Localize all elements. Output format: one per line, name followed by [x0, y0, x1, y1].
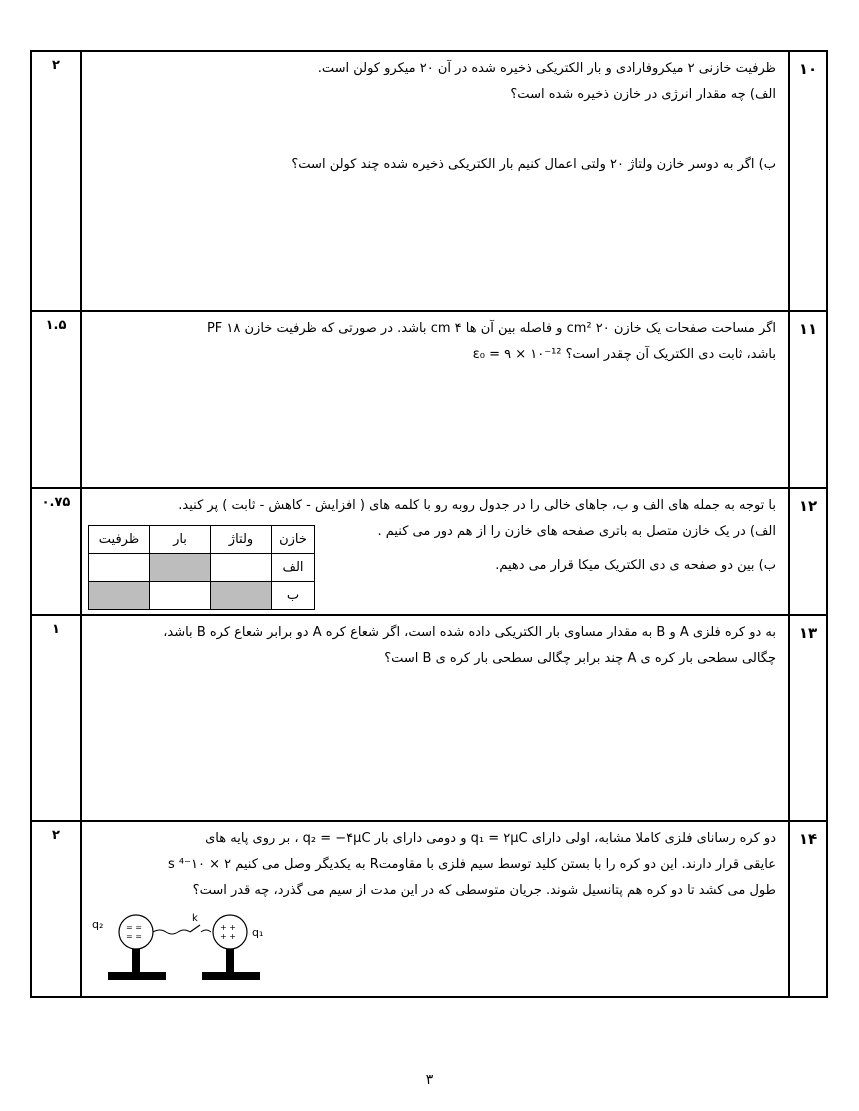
question-part-b: ب) اگر به دوسر خازن ولتاژ ۲۰ ولتی اعمال کنیم بار الکتریکی ذخیره شده چند کولن است؟	[291, 157, 776, 172]
question-text: دو کره رسانای فلزی کاملا مشابه، اولی دارای q₁ = ۲μC و دومی دارای بار q₂ = −۴μC ، بر روی پایه های	[205, 831, 776, 846]
table-row-label: ب	[272, 582, 315, 610]
question-text: چگالی سطحی بار کره ی A چند برابر چگالی سطحی بار کره ی B است؟	[384, 651, 776, 666]
table-header: خازن	[272, 526, 315, 554]
table-cell-shaded	[89, 582, 150, 610]
question-body	[82, 489, 788, 614]
question-text: به دو کره فلزی A و B به مقدار مساوی بار الکتریکی داده شده است، اگر شعاع کره A دو برابر شعاع کره B باشد،	[163, 625, 776, 640]
switch-icon	[190, 925, 200, 932]
question-row-12	[32, 489, 826, 616]
question-number: ۱۲	[788, 489, 826, 614]
question-score: ۰.۷۵	[32, 489, 82, 614]
table-header: بار	[150, 526, 211, 554]
switch-label: k	[192, 913, 198, 924]
question-text: باشد، ثابت دی الکتریک آن چقدر است؟ ε₀ = ۹ × ۱۰⁻¹²	[472, 347, 776, 362]
stand-left	[132, 949, 140, 973]
spheres-figure	[90, 910, 776, 998]
plus-signs: + +	[220, 932, 236, 941]
question-text: اگر مساحت صفحات یک خازن ۲۰ cm² و فاصله بین آن ها ۴ cm باشد. در صورتی که ظرفیت خازن ۱۸ PF	[206, 321, 776, 336]
base-right	[202, 972, 260, 980]
question-number: ۱۴	[788, 822, 826, 996]
base-left	[108, 972, 166, 980]
plus-signs: + +	[220, 923, 236, 932]
question-score: ۲	[32, 822, 82, 996]
question-row-11	[32, 312, 826, 489]
table-cell-shaded	[211, 582, 272, 610]
question-body	[82, 616, 788, 820]
page-number: ۳	[425, 1072, 434, 1088]
question-number: ۱۱	[788, 312, 826, 487]
question-text: ظرفیت خازنی ۲ میکروفارادی و بار الکتریکی ذخیره شده در آن ۲۰ میکرو کولن است.	[317, 61, 776, 76]
minus-signs: = =	[126, 923, 142, 932]
question-row-10	[32, 52, 826, 312]
table-cell	[89, 554, 150, 582]
exam-sheet	[30, 50, 828, 998]
question-body	[82, 822, 788, 996]
label-q2: q₂	[92, 918, 104, 931]
wire-right	[201, 930, 211, 932]
question-part-a: الف) در یک خازن متصل به باتری صفحه های خازن را از هم دور می کنیم .	[377, 524, 776, 539]
table-header: ولتاژ	[211, 526, 272, 554]
minus-signs: = =	[126, 932, 142, 941]
question-text: با توجه به جمله های الف و ب، جاهای خالی را در جدول روبه رو با کلمه های ( افزایش - کاهش - ثابت ) پر کنید.	[178, 498, 776, 513]
spheres-diagram	[90, 910, 280, 988]
question-score: ۱.۵	[32, 312, 82, 487]
question-row-14	[32, 822, 826, 996]
question-body	[82, 312, 788, 487]
question-part-a: الف) چه مقدار انرژی در خازن ذخیره شده است؟	[510, 87, 776, 102]
question-score: ۲	[32, 52, 82, 310]
wire-left	[153, 930, 190, 934]
table-cell	[150, 582, 211, 610]
question-body	[82, 52, 788, 310]
question-number: ۱۰	[788, 52, 826, 310]
question-text: طول می کشد تا دو کره هم پتانسیل شوند. جریان متوسطی که در این مدت از سیم می گذرد، چه قدر است؟	[192, 883, 776, 898]
question-text: عایقی قرار دارند. این دو کره را با بستن کلید توسط سیم فلزی با مقاومتR به یکدیگر وصل می کنیم ۲ × ۱۰⁻⁴ s	[167, 857, 776, 872]
question-part-b: ب) بین دو صفحه ی دی الکتریک میکا قرار می دهیم.	[495, 558, 776, 573]
stand-right	[226, 949, 234, 973]
question-row-13	[32, 616, 826, 822]
answer-table	[88, 525, 315, 610]
table-cell-shaded	[150, 554, 211, 582]
question-number: ۱۳	[788, 616, 826, 820]
table-cell	[211, 554, 272, 582]
label-q1: q₁	[252, 926, 264, 939]
table-header: ظرفیت	[89, 526, 150, 554]
table-row-label: الف	[272, 554, 315, 582]
question-score: ۱	[32, 616, 82, 820]
